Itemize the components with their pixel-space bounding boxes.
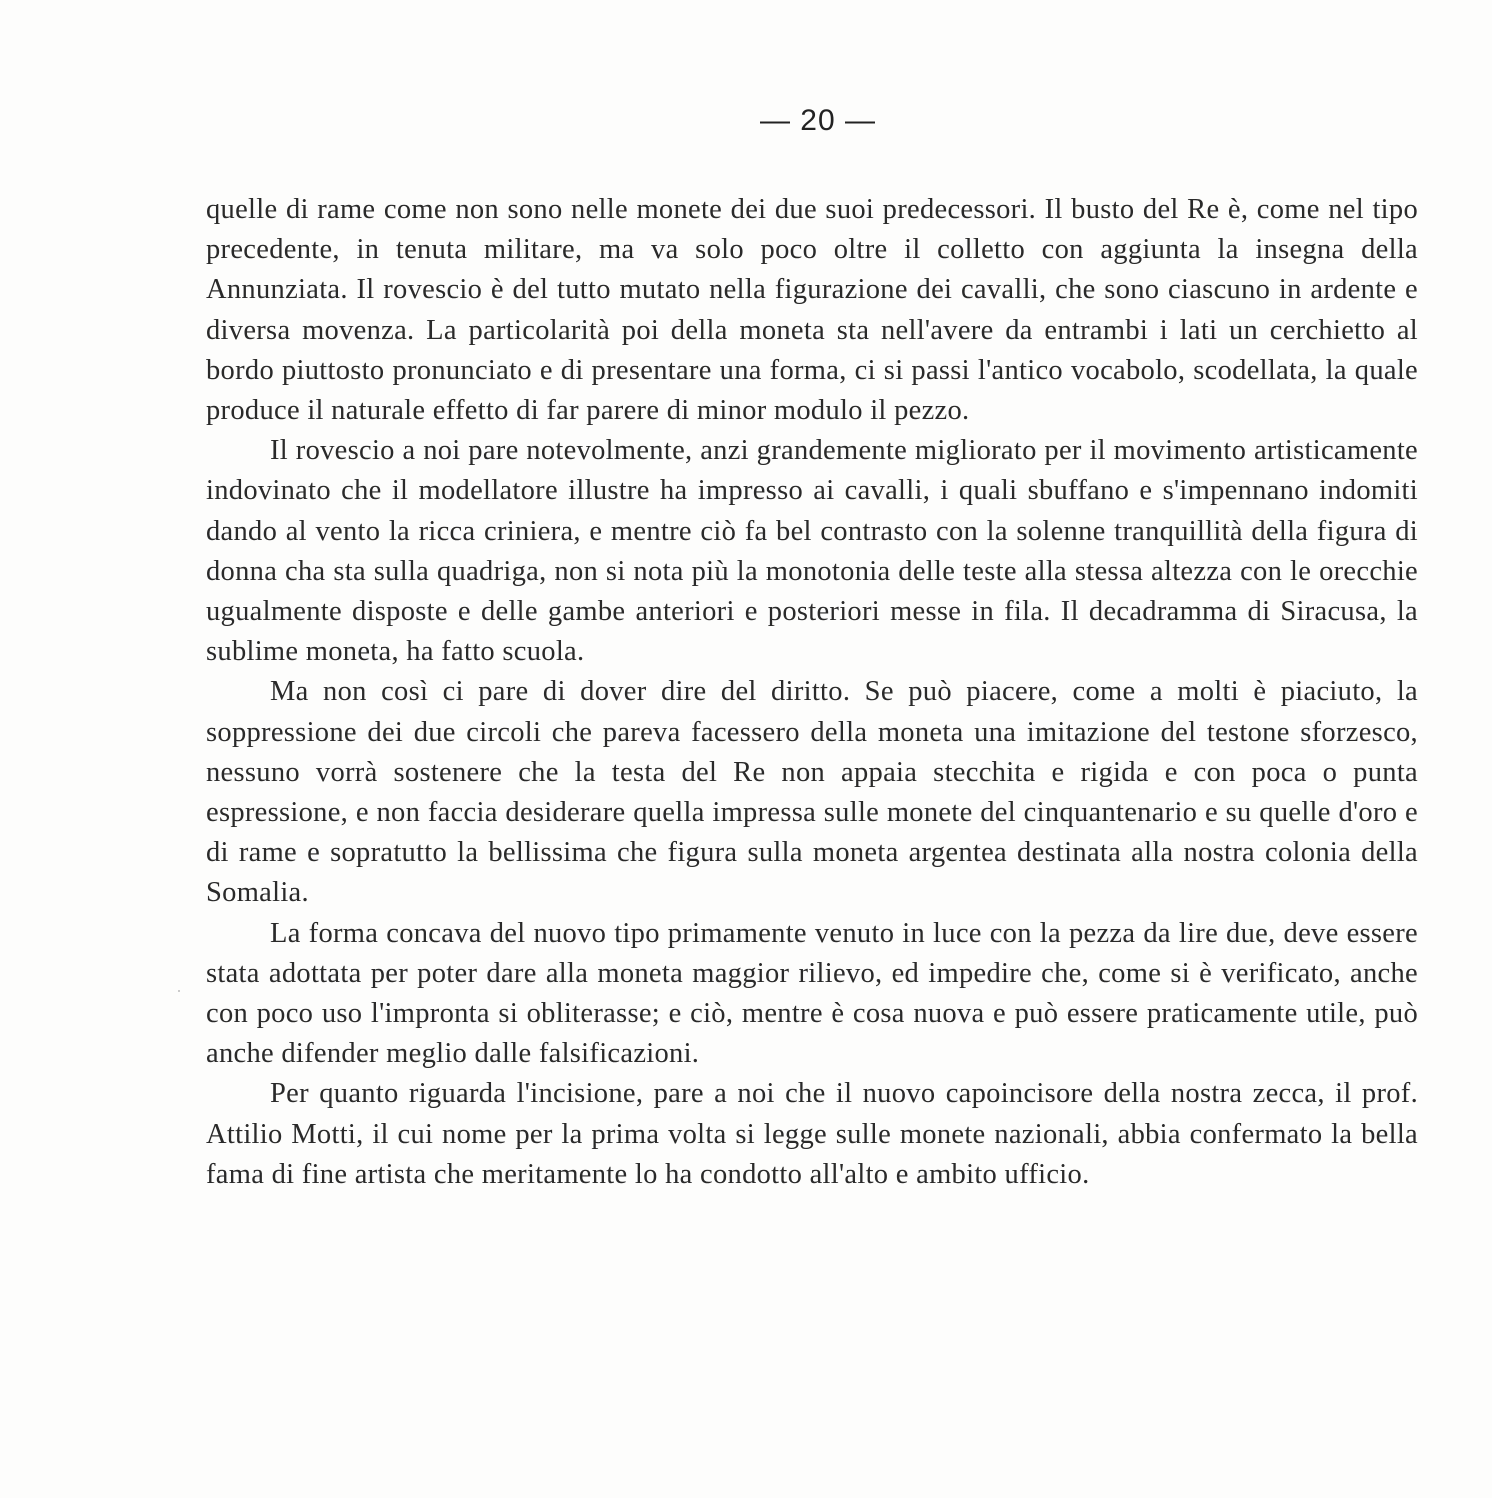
paper-speck	[178, 990, 180, 992]
paragraph-4: La forma concava del nuovo tipo primamente venuto in luce con la pezza da lire due, deve essere stata adottata per poter dare alla moneta maggior rilievo, ed impedire che, come si è verificato, anche con poco uso l'impronta si obliterasse; e ciò, mentre è cosa nuova e può essere praticamente utile, può anche difender meglio dalle falsificazioni.	[206, 917, 1418, 1070]
paragraph-2: Il rovescio a noi pare notevolmente, anzi grandemente migliorato per il movimento artisticamente indovinato che il modellatore illustre ha impresso ai cavalli, i quali sbuffano e s'impennano indomiti dando al vento la ricca criniera, e mentre ciò fa bel contrasto con la solenne tranquillità della figura di donna cha sta sulla quadriga, non si nota più la monotonia delle teste alla stessa altezza con le orecchie ugualmente disposte e delle gambe anteriori e posteriori messe in fila. Il decadramma di Siracusa, la sublime moneta, ha fatto scuola.	[206, 435, 1418, 668]
body-text	[206, 190, 1418, 1195]
paragraph-1: quelle di rame come non sono nelle monete dei due suoi predecessori. Il busto del Re è, come nel tipo precedente, in tenuta militare, ma va solo poco oltre il colletto con aggiunta la insegna della Annunziata. Il rovescio è del tutto mutato nella figurazione dei cavalli, che sono ciascuno in ardente e diversa movenza. La particolarità poi della moneta sta nell'avere da entrambi i lati un cerchietto al bordo piuttosto pronunciato e di presentare una forma, ci si passi l'antico vocabolo, scodellata, la quale produce il naturale effetto di far parere di minor modulo il pezzo.	[206, 194, 1418, 427]
paragraph-3: Ma non così ci pare di dover dire del diritto. Se può piacere, come a molti è piaciuto, la soppressione dei due circoli che pareva facessero della moneta una imitazione del testone sforzesco, nessuno vorrà sostenere che la testa del Re non appaia stecchita e rigida e con poca o punta espressione, e non faccia desiderare quella impressa sulle monete del cinquantenario e su quelle d'oro e di rame e sopratutto la bellissima che figura sulla moneta argentea destinata alla nostra colonia della Somalia.	[206, 676, 1418, 909]
paragraph-5: Per quanto riguarda l'incisione, pare a noi che il nuovo capoincisore della nostra zecca, il prof. Attilio Motti, il cui nome per la prima volta si legge sulle monete nazionali, abbia confermato la bella fama di fine artista che meritamente lo ha condotto all'alto e ambito ufficio.	[206, 1078, 1418, 1190]
page-number: — 20 —	[759, 104, 877, 137]
